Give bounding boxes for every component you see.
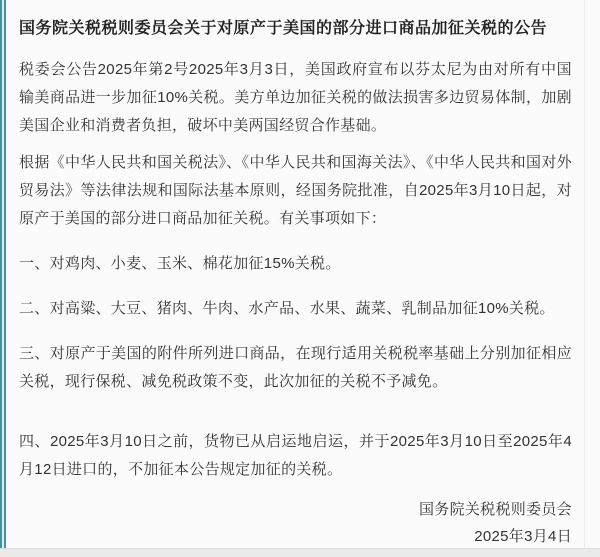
signature-block	[19, 496, 572, 550]
intro-paragraph-1: 税委会公告2025年第2号2025年3月3日，美国政府宣布以芬太尼为由对所有中国输美商品进一步加征10%关税。美方单边加征关税的做法损害多边贸易体制，加剧美国企业和消费者负担，破坏中美两国经贸合作基础。	[19, 61, 572, 134]
left-accent-border	[0, 0, 7, 548]
tariff-item-3: 三、对原产于美国的附件所列进口商品，在现行适用关税税率基础上分别加征相应关税，现行保税、减免税政策不变，此次加征的关税不予减免。	[19, 345, 572, 390]
announcement-title: 国务院关税税则委员会关于对原产于美国的部分进口商品加征关税的公告	[19, 20, 548, 37]
tariff-item-2: 二、对高粱、大豆、猪肉、牛肉、水产品、水果、蔬菜、乳制品加征10%关税。	[19, 300, 555, 317]
announcement-content	[7, 0, 585, 548]
intro-paragraph-2: 根据《中华人民共和国关税法》、《中华人民共和国海关法》、《中华人民共和国对外贸易法》等法律法规和国际法基本原则，经国务院批准，自2025年3月10日起，对原产于美国的部分进口商品加征关税。有关事项如下：	[19, 154, 572, 227]
issuer-name: 国务院关税税则委员会	[418, 501, 572, 518]
issue-date: 2025年3月4日	[474, 528, 572, 545]
bottom-band	[0, 548, 600, 557]
tariff-item-1: 一、对鸡肉、小麦、玉米、棉花加征15%关税。	[19, 255, 341, 272]
tariff-item-4: 四、2025年3月10日之前，货物已从启运地启运，并于2025年3月10日至2025年4月12日进口的，不加征本公告规定加征的关税。	[19, 433, 572, 478]
